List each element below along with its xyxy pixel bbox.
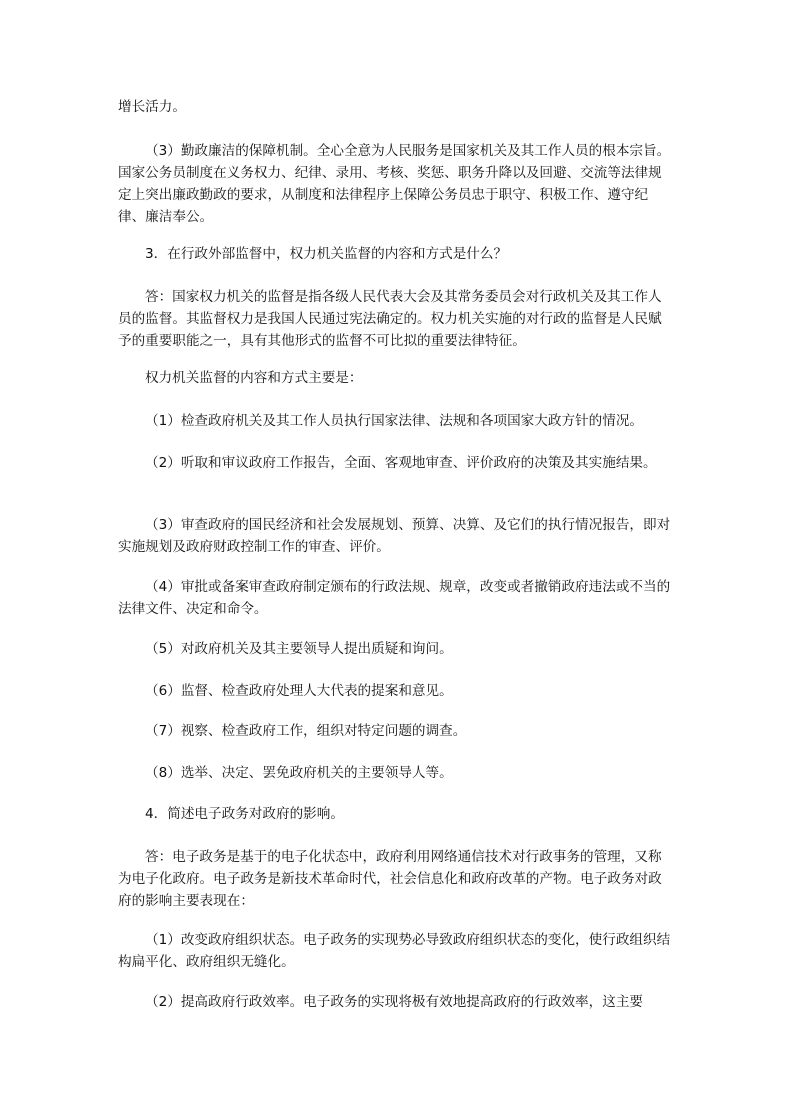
paragraph-continuation: 增长活力。 <box>118 99 186 115</box>
list-item-3: （3）审查政府的国民经济和社会发展规划、预算、决算、及它们的执行情况报告，即对实施规划及政府财政控制工作的审查、评价。 <box>118 517 671 555</box>
list-item-8: （8）选举、决定、罢免政府机关的主要领导人等。 <box>145 765 453 781</box>
list-item-2: （2）听取和审议政府工作报告，全面、客观地审查、评价政府的决策及其实施结果。 <box>145 455 657 471</box>
paragraph-supervision-intro: 权力机关监督的内容和方式主要是： <box>145 370 363 386</box>
paragraph-guarantee-mechanism: （3）勤政廉洁的保障机制。全心全意为人民服务是国家机关及其工作人员的根本宗旨。国家公务员制度在义务权力、纪律、录用、考核、奖惩、职务升降以及回避、交流等法律规定上突出廉政勤政的要求，从制度和法律程序上保障公务员忠于职守、积极工作、遵守纪律、廉洁奉公。 <box>118 143 671 225</box>
answer-3: 答：国家权力机关的监督是指各级人民代表大会及其常务委员会对行政机关及其工作人员的监督。其监督权力是我国人民通过宪法确定的。权力机关实施的对行政的监督是人民赋予的重要职能之一，具有其他形式的监督不可比拟的重要法律特征。 <box>118 289 662 349</box>
question-4: 4．简述电子政务对政府的影响。 <box>145 806 344 822</box>
answer-4: 答：电子政务是基于的电子化状态中，政府利用网络通信技术对行政事务的管理，又称为电子化政府。电子政务是新技术革命时代，社会信息化和政府改革的产物。电子政务对政府的影响主要表现在： <box>118 849 662 909</box>
list-item-4: （4）审批或备案审查政府制定颁布的行政法规、规章，改变或者撤销政府违法或不当的法律文件、决定和命令。 <box>118 579 671 617</box>
list-item-1: （1）检查政府机关及其工作人员执行国家法律、法规和各项国家大政方针的情况。 <box>145 413 644 429</box>
list-item-7: （7）视察、检查政府工作，组织对特定问题的调查。 <box>145 723 467 739</box>
list-item-6: （6）监督、检查政府处理人大代表的提案和意见。 <box>145 683 453 699</box>
impact-item-2: （2）提高政府行政效率。电子政务的实现将极有效地提高政府的行政效率，这主要 <box>145 994 644 1010</box>
impact-item-1: （1）改变政府组织状态。电子政务的实现势必导致政府组织状态的变化，使行政组织结构扁平化、政府组织无缝化。 <box>118 932 671 970</box>
question-3: 3．在行政外部监督中，权力机关监督的内容和方式是什么？ <box>145 246 508 262</box>
list-item-5: （5）对政府机关及其主要领导人提出质疑和询问。 <box>145 641 453 657</box>
